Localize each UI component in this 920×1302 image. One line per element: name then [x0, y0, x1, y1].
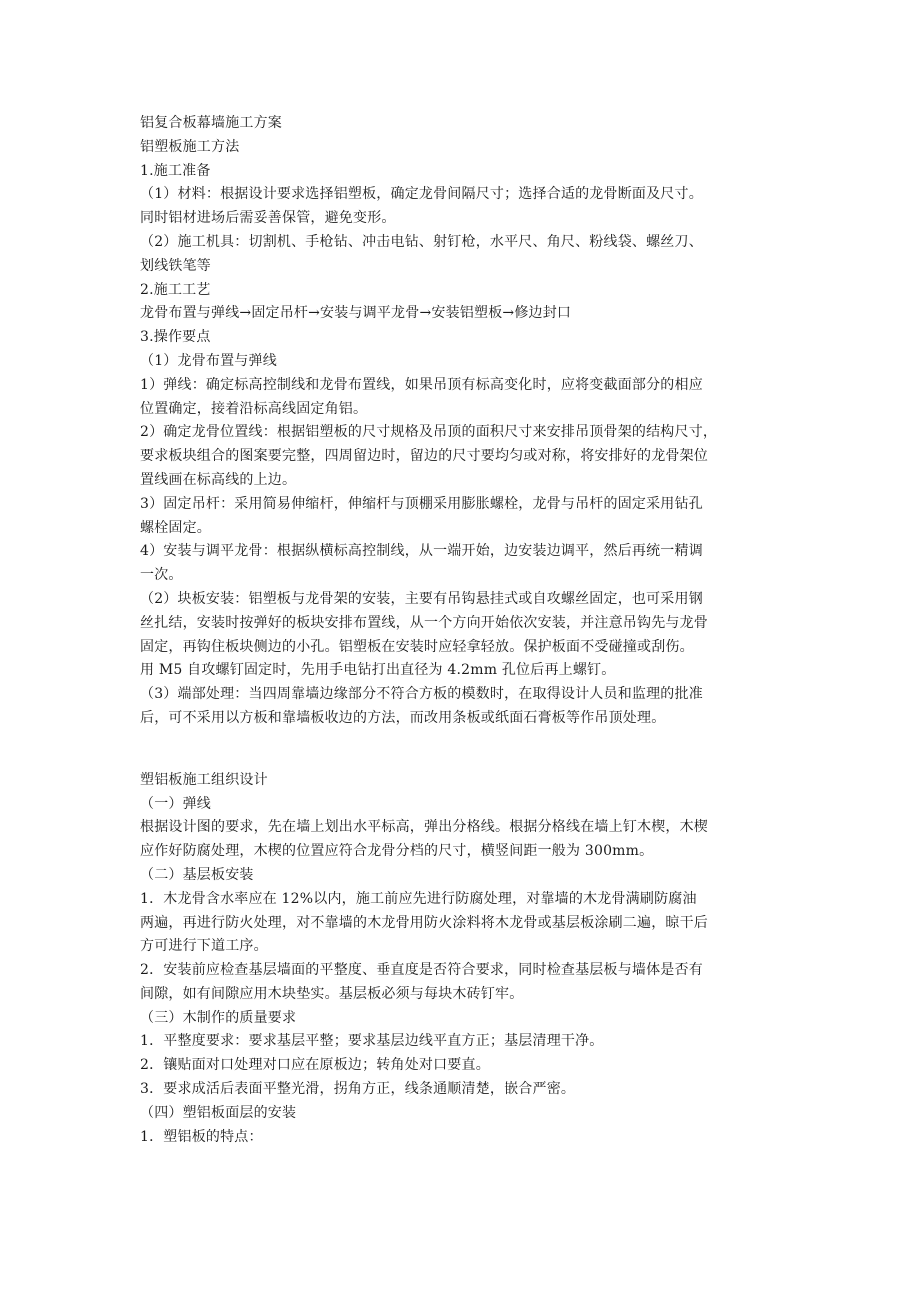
text-line: （四）塑铝板面层的安装 [140, 1104, 297, 1121]
text-line: 置线画在标高线的上边。 [140, 471, 297, 488]
text-line: 应作好防腐处理，木楔的位置应符合龙骨分档的尺寸，横竖间距一般为 300mm。 [140, 843, 654, 860]
text-line: 2．安装前应检查基层墙面的平整度、垂直度是否符合要求，同时检查基层板与墙体是否有 [140, 962, 703, 979]
section-heading: 塑铝板施工组织设计 [140, 771, 268, 788]
text-line: （2）块板安装：铝塑板与龙骨架的安装，主要有吊钩悬挂式或自攻螺丝固定，也可采用钢 [140, 590, 703, 607]
text-line: 2．镶贴面对口处理对口应在原板边；转角处对口要直。 [140, 1057, 490, 1074]
text-line: （2）施工机具：切割机、手枪钻、冲击电钻、射钉枪，水平尺、角尺、粉线袋、螺丝刀、 [140, 233, 703, 250]
text-line: 2）确定龙骨位置线：根据铝塑板的尺寸规格及吊顶的面积尺寸来安排吊顶骨架的结构尺寸， [140, 424, 718, 441]
text-line: （1）材料：根据设计要求选择铝塑板，确定龙骨间隔尺寸；选择合适的龙骨断面及尺寸。 [140, 186, 703, 203]
text-line: 根据设计图的要求，先在墙上划出水平标高，弹出分格线。根据分格线在墙上钉木楔，木楔 [140, 819, 708, 836]
text-line: 两遍，再进行防火处理，对不靠墙的木龙骨用防火涂料将木龙骨或基层板涂刷二遍，晾干后 [140, 914, 708, 931]
text-line: 3．要求成活后表面平整光滑，拐角方正，线条通顺清楚，嵌合严密。 [140, 1081, 576, 1098]
text-line: 要求板块组合的图案要完整，四周留边时，留边的尺寸要均匀或对称，将安排好的龙骨架位 [140, 448, 708, 465]
text-line: 后，可不采用以方板和靠墙板收边的方法，而改用条板或纸面石膏板等作吊顶处理。 [140, 709, 666, 726]
text-line: 3）固定吊杆：采用简易伸缩杆，伸缩杆与顶棚采用膨胀螺栓，龙骨与吊杆的固定采用钻孔 [140, 495, 703, 512]
text-line: 1.施工准备 [140, 162, 211, 179]
text-line: 2.施工工艺 [140, 281, 211, 298]
text-line: （3）端部处理：当四周靠墙边缘部分不符合方板的模数时，在取得设计人员和监理的批准 [140, 686, 703, 703]
text-line: 同时铝材进场后需妥善保管，避免变形。 [140, 210, 396, 227]
text-line: 位置确定，接着沿标高线固定角铝。 [140, 400, 368, 417]
text-line: （1）龙骨布置与弹线 [140, 352, 277, 369]
text-line: 3.操作要点 [140, 329, 211, 346]
text-line: （三）木制作的质量要求 [140, 1009, 297, 1026]
text-line: 1．木龙骨含水率应在 12%以内，施工前应先进行防腐处理，对靠墙的木龙骨满刷防腐油 [140, 890, 697, 907]
text-line: 螺栓固定。 [140, 519, 211, 536]
text-line: 一次。 [140, 567, 183, 584]
text-line: 龙骨布置与弹线→固定吊杆→安装与调平龙骨→安装铝塑板→修边封口 [140, 305, 572, 322]
text-line: 方可进行下道工序。 [140, 938, 268, 955]
text-line: 1）弹线：确定标高控制线和龙骨布置线，如果吊顶有标高变化时，应将变截面部分的相应 [140, 376, 703, 393]
section-spacer [140, 731, 790, 769]
text-line: 用 M5 自攻螺钉固定时，先用手电钻打出直径为 4.2mm 孔位后再上螺钉。 [140, 662, 616, 679]
text-line: 间隙，如有间隙应用木块垫实。基层板必须与每块木砖钉牢。 [140, 985, 524, 1002]
text-line: 1．平整度要求：要求基层平整；要求基层边线平直方正；基层清理干净。 [140, 1033, 604, 1050]
text-line: （二）基层板安装 [140, 866, 254, 883]
text-line: 1．塑铝板的特点： [140, 1128, 263, 1145]
section-heading: 铝塑板施工方法 [140, 138, 240, 155]
text-line: 固定，再钩住板块侧边的小孔。铝塑板在安装时应轻拿轻放。保护板面不受碰撞或刮伤。 [140, 638, 694, 655]
text-line: 4）安装与调平龙骨：根据纵横标高控制线，从一端开始，边安装边调平，然后再统一精调 [140, 543, 703, 560]
text-line: 划线铁笔等 [140, 257, 211, 274]
text-line: 丝扎结，安装时按弹好的板块安排布置线，从一个方向开始依次安装，并注意吊钩先与龙骨 [140, 614, 708, 631]
document-title: 铝复合板幕墙施工方案 [140, 115, 282, 131]
text-line: （一）弹线 [140, 795, 211, 812]
document-page [140, 112, 790, 1149]
